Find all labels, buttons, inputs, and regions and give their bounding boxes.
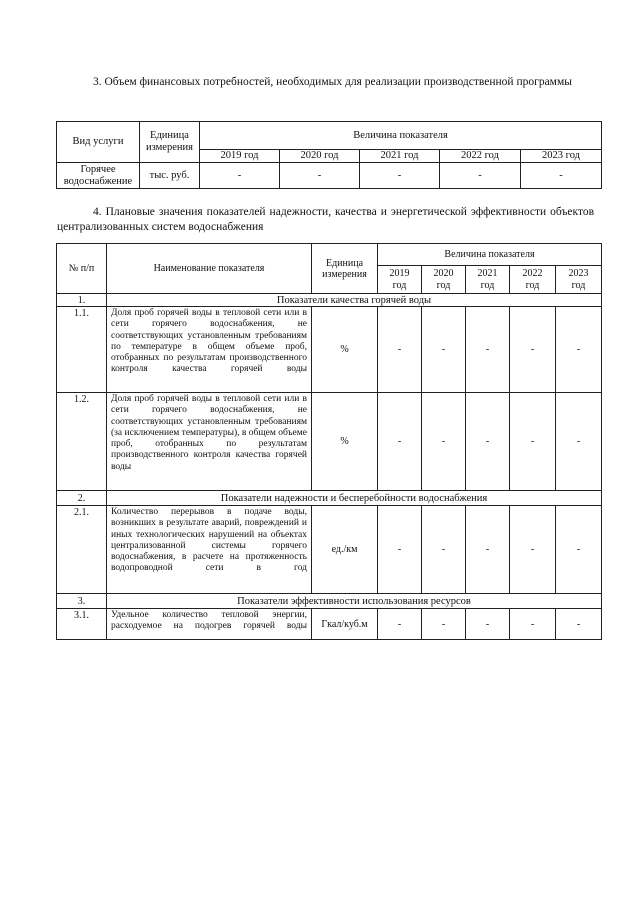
- section-number: 3.: [57, 594, 107, 609]
- value-cell: -: [556, 393, 602, 491]
- value-cell: -: [556, 609, 602, 640]
- value-cell: -: [378, 609, 422, 640]
- year-label: 2019: [389, 267, 410, 279]
- value-cell: -: [378, 307, 422, 393]
- header-service: Вид услуги: [57, 122, 140, 163]
- header-year: [422, 266, 466, 294]
- year-label: 2023: [568, 267, 589, 279]
- header-year: 2020 год: [280, 150, 360, 163]
- value-cell: -: [510, 393, 556, 491]
- unit-cell: %: [312, 393, 378, 491]
- row-number: 2.1.: [57, 506, 107, 594]
- section-row: [57, 491, 602, 506]
- year-suffix: год: [571, 279, 586, 291]
- unit-cell: Гкал/куб.м: [312, 609, 378, 640]
- indicators-table: [56, 243, 602, 640]
- year-suffix: год: [480, 279, 495, 291]
- value-cell: -: [440, 163, 521, 189]
- header-year: [466, 266, 510, 294]
- value-cell: -: [422, 609, 466, 640]
- year-suffix: год: [525, 279, 540, 291]
- indicator-name: Доля проб горячей воды в тепловой сети или в сети горячего водоснабжения, не соответствующих установленным требованиям (за исключением температуры), в общем объеме проб, отобранных по результатам производственного контроля качества горячей воды: [107, 393, 312, 491]
- section-number: 1.: [57, 294, 107, 307]
- section-3-heading: 3. Объем финансовых потребностей, необходимых для реализации производственной программы: [93, 76, 572, 88]
- header-year: [510, 266, 556, 294]
- table-row: [57, 393, 602, 491]
- header-unit: Единица измерения: [312, 244, 378, 294]
- row-number: 1.1.: [57, 307, 107, 393]
- year-label: 2022: [522, 267, 543, 279]
- service-cell: Горячее водоснабжение: [57, 163, 140, 189]
- header-year: [556, 266, 602, 294]
- value-cell: -: [378, 506, 422, 594]
- header-year: 2023 год: [521, 150, 602, 163]
- year-suffix: год: [436, 279, 451, 291]
- year-label: 2020: [433, 267, 454, 279]
- value-cell: -: [378, 393, 422, 491]
- table-row: [57, 307, 602, 393]
- unit-cell: %: [312, 307, 378, 393]
- table-row: [57, 506, 602, 594]
- year-label: 2021: [477, 267, 498, 279]
- value-cell: -: [556, 506, 602, 594]
- value-cell: -: [422, 307, 466, 393]
- value-cell: -: [466, 506, 510, 594]
- financial-needs-table: [56, 121, 602, 189]
- value-cell: -: [466, 609, 510, 640]
- value-cell: -: [510, 506, 556, 594]
- header-value: Величина показателя: [200, 122, 602, 150]
- section-number: 2.: [57, 491, 107, 506]
- value-cell: -: [200, 163, 280, 189]
- row-number: 3.1.: [57, 609, 107, 640]
- unit-cell: тыс. руб.: [140, 163, 200, 189]
- year-suffix: год: [392, 279, 407, 291]
- value-cell: -: [422, 393, 466, 491]
- value-cell: -: [510, 307, 556, 393]
- header-name: Наименование показателя: [107, 244, 312, 294]
- value-cell: -: [510, 609, 556, 640]
- header-unit: Единица измерения: [140, 122, 200, 163]
- value-cell: -: [466, 393, 510, 491]
- header-year: 2019 год: [200, 150, 280, 163]
- section-row: [57, 294, 602, 307]
- table-row: [57, 609, 602, 640]
- indicator-name: Доля проб горячей воды в тепловой сети или в сети горячего водоснабжения, не соответствующих установленным требованиям по температуре в общем объеме проб, отобранных по результатам производственного контроля качества горячей воды: [107, 307, 312, 393]
- row-number: 1.2.: [57, 393, 107, 491]
- header-year: [378, 266, 422, 294]
- value-cell: -: [360, 163, 440, 189]
- header-value: Величина показателя: [378, 244, 602, 266]
- value-cell: -: [521, 163, 602, 189]
- unit-cell: ед./км: [312, 506, 378, 594]
- header-year: 2022 год: [440, 150, 521, 163]
- value-cell: -: [422, 506, 466, 594]
- section-title: Показатели эффективности использования ресурсов: [107, 594, 602, 609]
- section-title: Показатели качества горячей воды: [107, 294, 602, 307]
- section-title: Показатели надежности и бесперебойности водоснабжения: [107, 491, 602, 506]
- table-row: [57, 163, 602, 189]
- value-cell: -: [280, 163, 360, 189]
- indicator-name: Количество перерывов в подаче воды, возникших в результате аварий, повреждений и иных технологических нарушений на объектах централизованной системы горячего водоснабжения, в расчете на протяженность водопроводной сети в год: [107, 506, 312, 594]
- section-row: [57, 594, 602, 609]
- section-4-heading: 4. Плановые значения показателей надежности, качества и энергетической эффективности объектов централизованных систем водоснабжения: [57, 206, 594, 233]
- header-num: № п/п: [57, 244, 107, 294]
- indicator-name: Удельное количество тепловой энергии, расходуемое на подогрев горячей воды: [107, 609, 312, 640]
- value-cell: -: [466, 307, 510, 393]
- value-cell: -: [556, 307, 602, 393]
- header-year: 2021 год: [360, 150, 440, 163]
